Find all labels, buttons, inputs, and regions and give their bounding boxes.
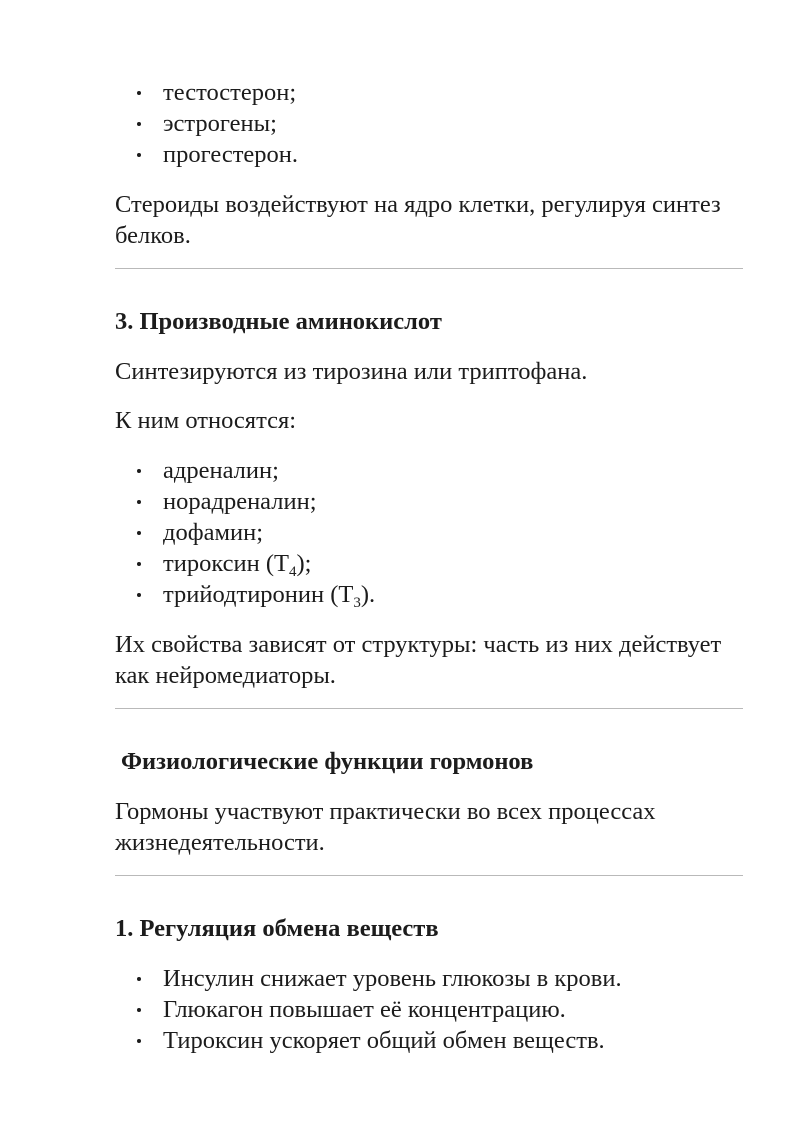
list-item: прогестерон.: [115, 139, 743, 170]
bullet-icon: [137, 1008, 141, 1012]
metabolism-list: [115, 963, 743, 1056]
list-item: тестостерон;: [115, 77, 743, 108]
list-item: норадреналин;: [115, 486, 743, 517]
section-heading: 3. Производные аминокислот: [115, 308, 442, 335]
paragraph: К ним относятся:: [115, 407, 297, 434]
list-item: тироксин $(Т_4)$;: [115, 548, 743, 579]
paragraph: Синтезируются из тирозина или триптофана.: [115, 358, 588, 385]
list-item: дофамин;: [115, 517, 743, 548]
steroids-paragraph: Стероиды воздействуют на ядро клетки, регулируя синтез белков.: [115, 191, 721, 249]
bullet-icon: [137, 469, 141, 473]
list-item: Тироксин ускоряет общий обмен веществ.: [115, 1025, 743, 1056]
section-heading: 1. Регуляция обмена веществ: [115, 915, 439, 942]
section-heading: Физиологические функции гормонов: [121, 748, 534, 775]
list-item: адреналин;: [115, 455, 743, 486]
list-item: Инсулин снижает уровень глюкозы в крови.: [115, 963, 743, 994]
bullet-icon: [137, 977, 141, 981]
amino-acid-hormone-list: [115, 455, 743, 610]
list-item: Глюкагон повышает её концентрацию.: [115, 994, 743, 1025]
bullet-icon: [137, 122, 141, 126]
bullet-icon: [137, 1039, 141, 1043]
paragraph: Гормоны участвуют практически во всех процессах жизнедеятельности.: [115, 798, 656, 856]
bullet-icon: [137, 531, 141, 535]
bullet-icon: [137, 91, 141, 95]
divider: [115, 875, 743, 876]
bullet-icon: [137, 153, 141, 157]
divider: [115, 268, 743, 269]
steroid-hormone-list: [115, 77, 743, 170]
properties-paragraph: Их свойства зависят от структуры: часть из них действует как нейромедиаторы.: [115, 631, 722, 689]
bullet-icon: [137, 593, 141, 597]
list-item: эстрогены;: [115, 108, 743, 139]
bullet-icon: [137, 500, 141, 504]
divider: [115, 708, 743, 709]
list-item: трийодтиронин $(Т_3)$.: [115, 579, 743, 610]
bullet-icon: [137, 562, 141, 566]
